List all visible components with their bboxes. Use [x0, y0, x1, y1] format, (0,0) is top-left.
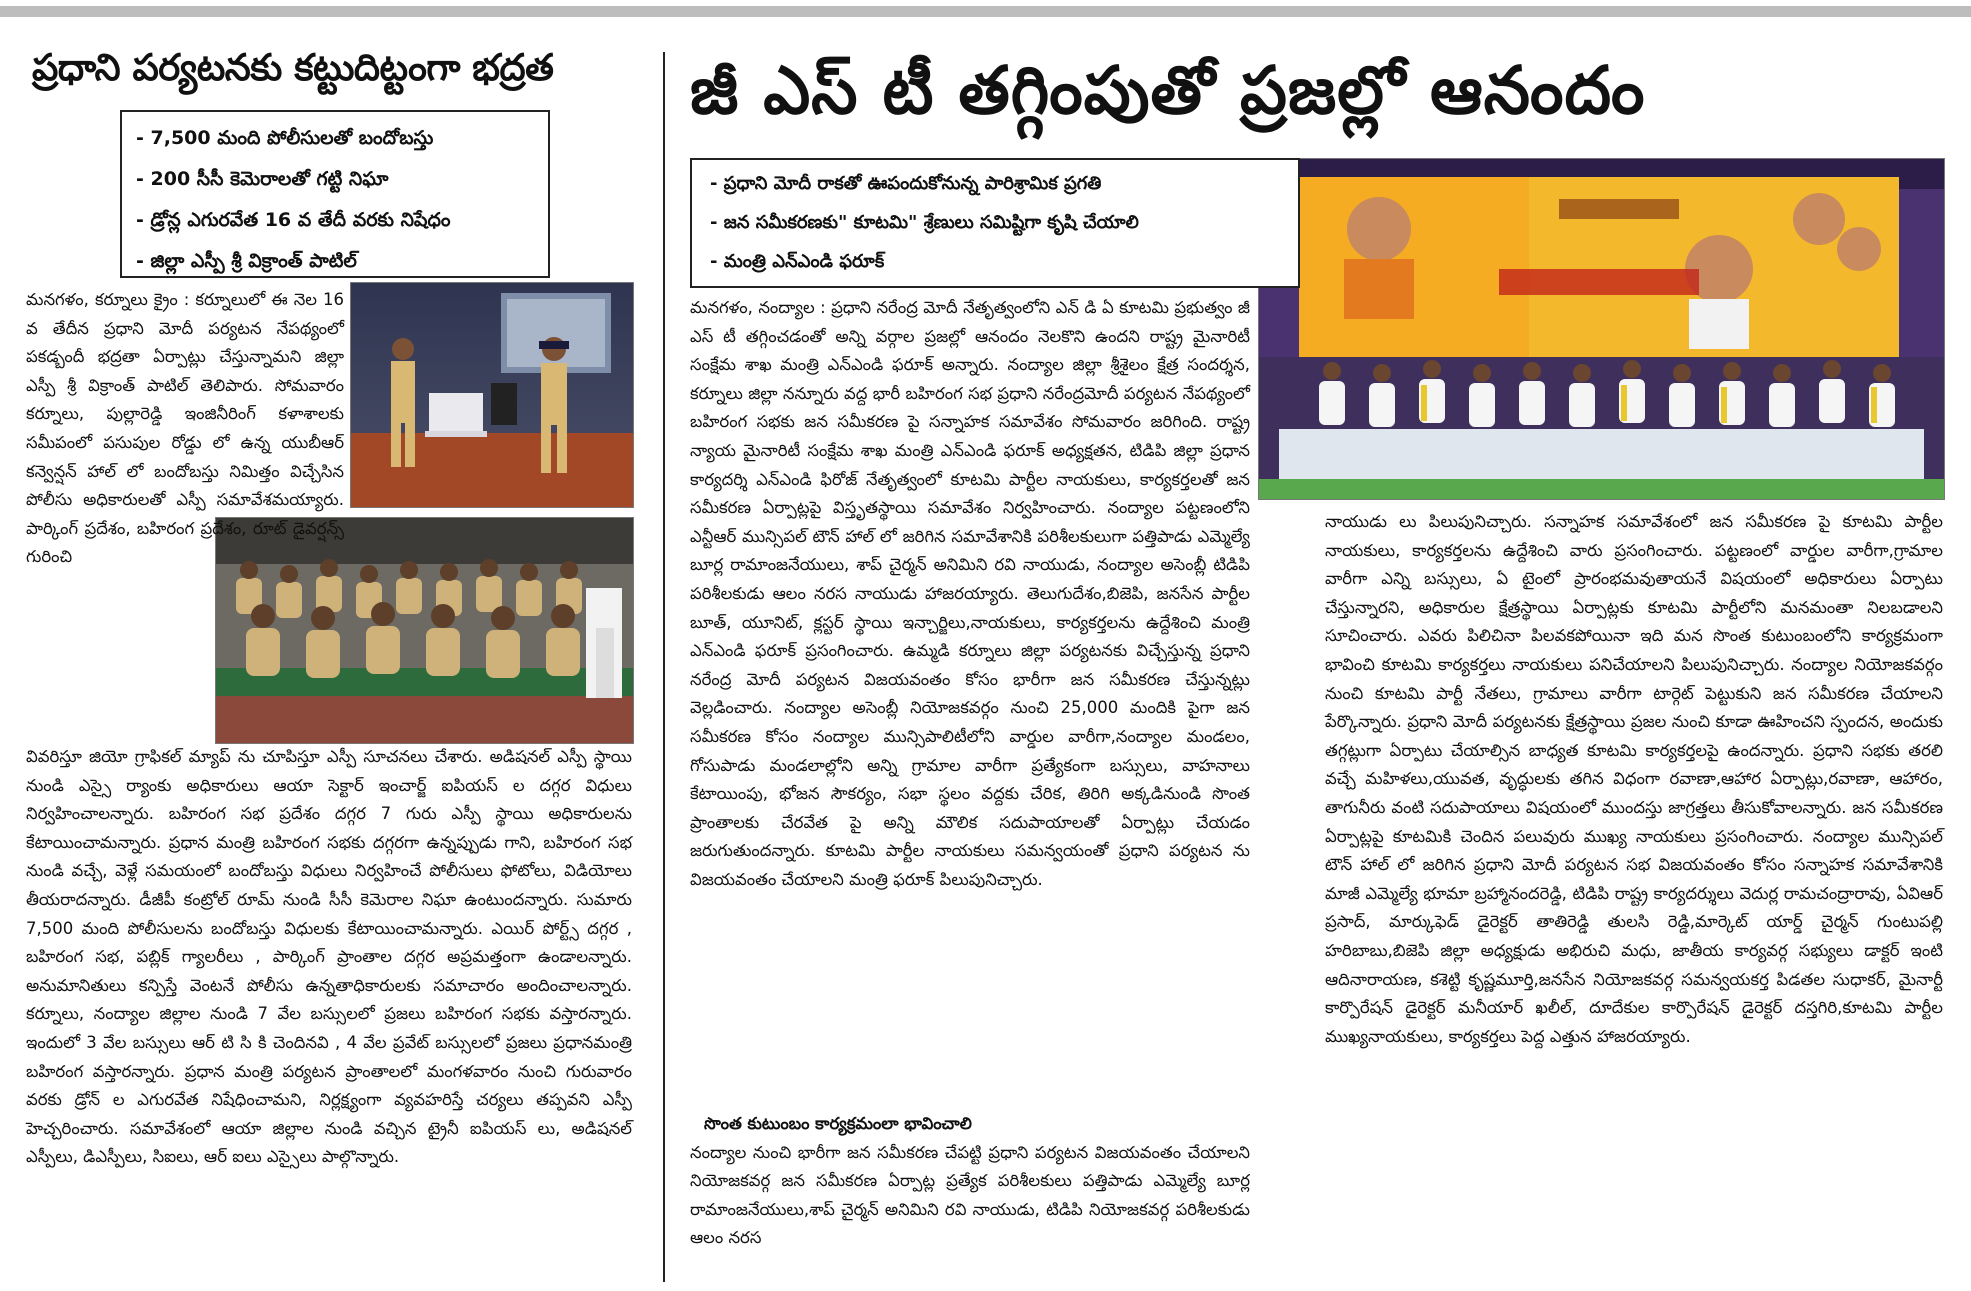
highlight-item: - ప్రధాని మోదీ రాకతో ఊపందుకోనున్న పారిశ్రామిక ప్రగతి	[710, 173, 1102, 194]
highlight-item: - డ్రోన్ల ఎగురవేత 16 వ తేదీ వరకు నిషేధం	[136, 209, 451, 231]
top-rule	[0, 6, 1971, 17]
right-article-column-1	[690, 294, 1250, 894]
right-article-headline: జీ ఎస్ టీ తగ్గింపుతో ప్రజల్లో ఆనందం	[690, 52, 1646, 129]
highlight-item: - జన సమీకరణకు" కూటమి" శ్రేణులు సమిష్టిగా కృషి చేయాలి	[710, 212, 1139, 233]
highlight-item: - 200 సీసీ కెమెరాలతో గట్టి నిఘా	[136, 168, 389, 190]
photo-alliance-meeting	[1258, 158, 1945, 500]
paragraph: నాయుడు లు పిలుపునిచ్చారు. సన్నాహక సమావేశంలో జన సమీకరణ పై కూటమి పార్టీల నాయకులు, కార్యకర్తలను ఉద్దేశించి వారు ప్రసంగించారు. పట్టణంలో వార్డుల వారీగా,గ్రామాల వారీగా ఎన్ని బస్సులు, ఏ టైంలో ప్రారంభమవుతాయనే విషయంలో అధికారులు ఏర్పాటు చేస్తున్నారని, అధికారుల క్షేత్రస్థాయి ఏర్పాట్లకు కూటమి పార్టీలోని మనమంతా నిలబడాలని సూచించారు. ఎవరు పిలిచినా పిలవకపోయినా ఇది మన సొంత కుటుంబంలోని కార్యక్రమంగా భావించి కూటమి కార్యకర్తలు నాయకులు పనిచేయాలని పిలుపునిచ్చారు. నంద్యాల నియోజకవర్గం నుంచి కూటమి పార్టీ నేతలు, గ్రామాలు వారీగా టార్గెట్ పెట్టుకుని జన సమీకరణ చేయాలని పేర్కొన్నారు. ప్రధాని మోదీ పర్యటనకు క్షేత్రస్థాయి ప్రజల నుంచి కూడా ఊహించని స్పందన, అందుకు తగ్గట్లుగా ఏర్పాటు చేయాల్సిన బాధ్యత కూటమి కార్యకర్తలపై ఉందన్నారు. ప్రధాని సభకు తరలి వచ్చే మహిళలు,యువత, వృద్ధులకు తగిన విధంగా రవాణా,ఆహార ఏర్పాట్లు,రవాణా, ఆహారం, తాగునీరు వంటి సదుపాయాలు విషయంలో ముందస్తు జాగ్రత్తలు తీసుకోవాలన్నారు. జన సమీకరణ ఏర్పాట్లపై కూటమికి చెందిన పలువురు ముఖ్య నాయకులు ప్రసంగించారు. నంద్యాల మున్సిపల్ టౌన్ హాల్ లో జరిగిన ప్రధాని మోదీ పర్యటన సభ విజయవంతం కోసం సన్నాహక సమావేశానికి మాజీ ఎమ్మెల్యే భూమా బ్రహ్మానందరెడ్డి, టిడిపి రాష్ట్ర కార్యదర్శులు వెదుర్ల రామచంద్రారావు, ఏవిఆర్ ప్రసాద్, మార్కుఫెడ్ డైరెక్టర్ తాతిరెడ్డి తులసి రెడ్డి,మార్కెట్ యార్డ్ చైర్మన్ గుంటుపల్లి హరిబాబు,బిజెపి జిల్లా అధ్యక్షుడు అభిరుచి మధు, జాతీయ కార్యవర్గ సభ్యులు డాక్టర్ ఇంటి ఆదినారాయణ, కశెట్టి కృష్ణమూర్తి,జనసేన నియోజకవర్గ సమన్వయకర్త పిడతల సుధాకర్, మైనార్టీ కార్పొరేషన్ డైరెక్టర్ మనీయార్ ఖలీల్, దూదేకుల కార్పొరేషన్ డైరెక్టర్ దస్తగిరి,కూటమి పార్టీల ముఖ్యనాయకులు, కార్యకర్తలు పెద్ద ఎత్తున హాజరయ్యారు.	[1325, 512, 1943, 1046]
right-article-column-1-continued	[690, 1110, 1250, 1253]
left-article-body-narrow	[26, 286, 344, 572]
highlight-item: - 7,500 మంది పోలీసులతో బందోబస్తు	[136, 127, 434, 149]
right-article-column-2	[1325, 508, 1943, 1051]
column-divider	[663, 52, 665, 1282]
photo-sp-briefing	[350, 282, 634, 508]
left-article-headline: ప్రధాని పర్యటనకు కట్టుదిట్టంగా భద్రత	[32, 46, 554, 89]
right-highlights-box	[690, 158, 1300, 288]
highlight-item: - మంత్రి ఎన్ఎండి ఫరూక్	[710, 251, 885, 272]
paragraph: మనగళం, కర్నూలు క్రైం : కర్నూలులో ఈ నెల 16 వ తేదీన ప్రధాని మోదీ పర్యటన నేపథ్యంలో పకడ్బందీ భద్రతా ఏర్పాట్లు చేస్తున్నామని జిల్లా ఎస్పీ శ్రీ విక్రాంత్ పాటిల్ తెలిపారు. సోమవారం కర్నూలు, పుల్లారెడ్డి ఇంజినీరింగ్ కళాశాలకు సమీపంలో పసుపుల రోడ్డు లో ఉన్న యుబీఆర్ కన్వెన్షన్ హాల్ లో బందోబస్తు నిమిత్తం విచ్చేసిన పోలీసు అధికారులతో ఎస్పీ సమావేశమయ్యారు. పార్కింగ్ ప్రదేశం, బహిరంగ ప్రదేశం, రూట్ డైవర్షన్స్ గురించి	[26, 290, 344, 567]
paragraph: వివరిస్తూ జియో గ్రాఫికల్ మ్యాప్ ను చూపిస్తూ ఎస్పీ సూచనలు చేశారు. అడిషనల్ ఎస్పీ స్థాయి నుండి ఎస్సై ర్యాంకు అధికారులు ఆయా సెక్టార్ ఇంచార్జ్ ఐపియస్ ల దగ్గర విధులు నిర్వహించాలన్నారు. బహిరంగ సభ ప్రదేశం దగ్గర 7 గురు ఎస్పీ స్థాయి అధికారులను కేటాయించామన్నారు. ప్రధాన మంత్రి బహిరంగ సభకు దగ్గరగా ఉన్నప్పుడు గాని, బహిరంగ సభ నుండి వచ్చే, వెళ్లే సమయంలో బందోబస్తు విధులు నిర్వహించే పోలీసులు ఫోటోలు, విడియోలు తీయరాదన్నారు. డీజీపీ కంట్రోల్ రూమ్ నుండి సీసీ కెమెరాల నిఘా ఉంటుందన్నారు. సుమారు 7,500 మంది పోలీసులను బందోబస్తు విధులకు కేటాయించామన్నారు. ఎయిర్ పోర్ట్స్ దగ్గర , బహిరంగ సభ, పబ్లిక్ గ్యాలరీలు , పార్కింగ్ ప్రాంతాల దగ్గర అప్రమత్తంగా ఉండాలన్నారు. అనుమానితులు కన్పిస్తే వెంటనే పోలీసు ఉన్నతాధికారులకు సమాచారం అందించాలన్నారు. కర్నూలు, నంద్యాల జిల్లాల నుండి 7 వేల బస్సులలో ప్రజలు బహిరంగ సభకు వస్తారన్నారు. ఇందులో 3 వేల బస్సులు ఆర్ టి సి కి చెందినవి , 4 వేల ప్రవేట్ బస్సులలో ప్రజలు ప్రధానమంత్రి బహిరంగ వస్తారన్నారు. ప్రధాన మంత్రి పర్యటన ప్రాంతాలలో మంగళవారం నుంచి గురువారం వరకు డ్రోన్ ల ఎగురవేత నిషేధించామని, నిర్లక్ష్యంగా వ్యవహరిస్తే చర్యలు తప్పవని ఎస్పీ హెచ్చరించారు. సమావేశంలో ఆయా జిల్లాల నుండి వచ్చిన ట్రైనీ ఐపియస్ లు, అడిషనల్ ఎస్పీలు, డిఎస్పీలు, సిఐలు, ఆర్ ఐలు ఎస్సైలు పాల్గొన్నారు.	[26, 747, 632, 1167]
paragraph: మనగళం, నంద్యాల : ప్రధాని నరేంద్ర మోదీ నేతృత్వంలోని ఎన్ డి ఏ కూటమి ప్రభుత్వం జీ ఎస్ టీ తగ్గించడంతో అన్ని వర్గాల ప్రజల్లో ఆనందం నెలకొని ఉందని రాష్ట్ర మైనారిటీ సంక్షేమ శాఖ మంత్రి ఎన్ఎండి ఫరూక్ అన్నారు. నంద్యాల జిల్లా శ్రీశైలం క్షేత్ర సందర్శన, కర్నూలు జిల్లా నన్నూరు వద్ద భారీ బహిరంగ సభ ప్రధాని నరేంద్రమోదీ పర్యటన నేపథ్యంలో బహిరంగ సభకు జన సమీకరణ పై సన్నాహక సమావేశం సోమవారం జరిగింది. రాష్ట్ర న్యాయ మైనారిటీ సంక్షేమ శాఖ మంత్రి ఎన్ఎండి ఫరూక్ అధ్యక్షతన, టిడిపి జిల్లా ప్రధాన కార్యదర్శి ఎన్ఎండి ఫిరోజ్ నేతృత్వంలో కూటమి పార్టీల నాయకులు, కార్యకర్తలతో జన సమీకరణ ఏర్పాట్లపై విస్తృతస్థాయి సమావేశం నిర్వహించారు. నంద్యాల పట్టణంలోని ఎన్టీఆర్ మున్సిపల్ టౌన్ హాల్ లో జరిగిన సమావేశానికి పరిశీలకులుగా పత్తిపాడు ఎమ్మెల్యే బూర్ల రామాంజనేయులు, శాప్ చైర్మన్ అనిమిని రవి నాయుడు, నంద్యాల అసెంబ్లీ టిడిపి పరిశీలకుడు ఆలం నరస నాయుడు హాజరయ్యారు. తెలుగుదేశం,బిజెపి, జనసేన పార్టీల బూత్, యూనిట్, క్లస్టర్ స్థాయి ఇన్చార్జిలు,నాయకులు, కార్యకర్తలను ఉద్దేశించి మంత్రి ఎన్ఎండి ఫరూక్ ప్రసంగించారు. ఉమ్మడి కర్నూలు జిల్లా పర్యటనకు విచ్చేస్తున్న ప్రధాని నరేంద్ర మోదీ పర్యటన విజయవంతం కోసం భారీగా జన సమీకరణ చేస్తున్నట్లు వెల్లడించారు. నంద్యాల అసెంబ్లీ నియోజకవర్గం నుంచి 25,000 మందికి పైగా జన సమీకరణ కోసం నంద్యాల మున్సిపాలిటీలోని వార్డుల వారీగా,నంద్యాల మండలం, గోసుపాడు మండలాల్లోని అన్ని గ్రామాల వారీగా ప్రత్యేకంగా బస్సులు, వాహనాలు కేటాయింపు, భోజన సౌకర్యం, సభా స్థలం వద్దకు చేరిక, తిరిగి అక్కడినుండి సొంత ప్రాంతాలకు చేరవేత పై అన్ని మౌలిక సదుపాయాలతో ఏర్పాట్లు చేయడం జరుగుతుందన్నారు. కూటమి పార్టీల నాయకులు సమన్వయంతో ప్రధాని పర్యటన ను విజయవంతం చేయాలని మంత్రి ఫరూక్ పిలుపునిచ్చారు.	[690, 298, 1250, 889]
left-highlights-box	[120, 110, 550, 278]
highlight-item: - జిల్లా ఎస్పీ శ్రీ విక్రాంత్ పాటిల్	[136, 250, 357, 272]
paragraph: నంద్యాల నుంచి భారీగా జన సమీకరణ చేపట్టి ప్రధాని పర్యటన విజయవంతం చేయాలని నియోజకవర్గ జన సమీకరణ ఏర్పాట్ల ప్రత్యేక పరిశీలకులు పత్తిపాడు ఎమ్మెల్యే బూర్ల రామాంజనేయులు,శాప్ చైర్మన్ అనిమిని రవి నాయుడు, టిడిపి నియోజకవర్గ పరిశీలకుడు ఆలం నరస	[690, 1142, 1250, 1248]
subheading: సొంత కుటుంబం కార్యక్రమంలా భావించాలి	[704, 1114, 972, 1133]
left-article-body	[26, 743, 632, 1172]
